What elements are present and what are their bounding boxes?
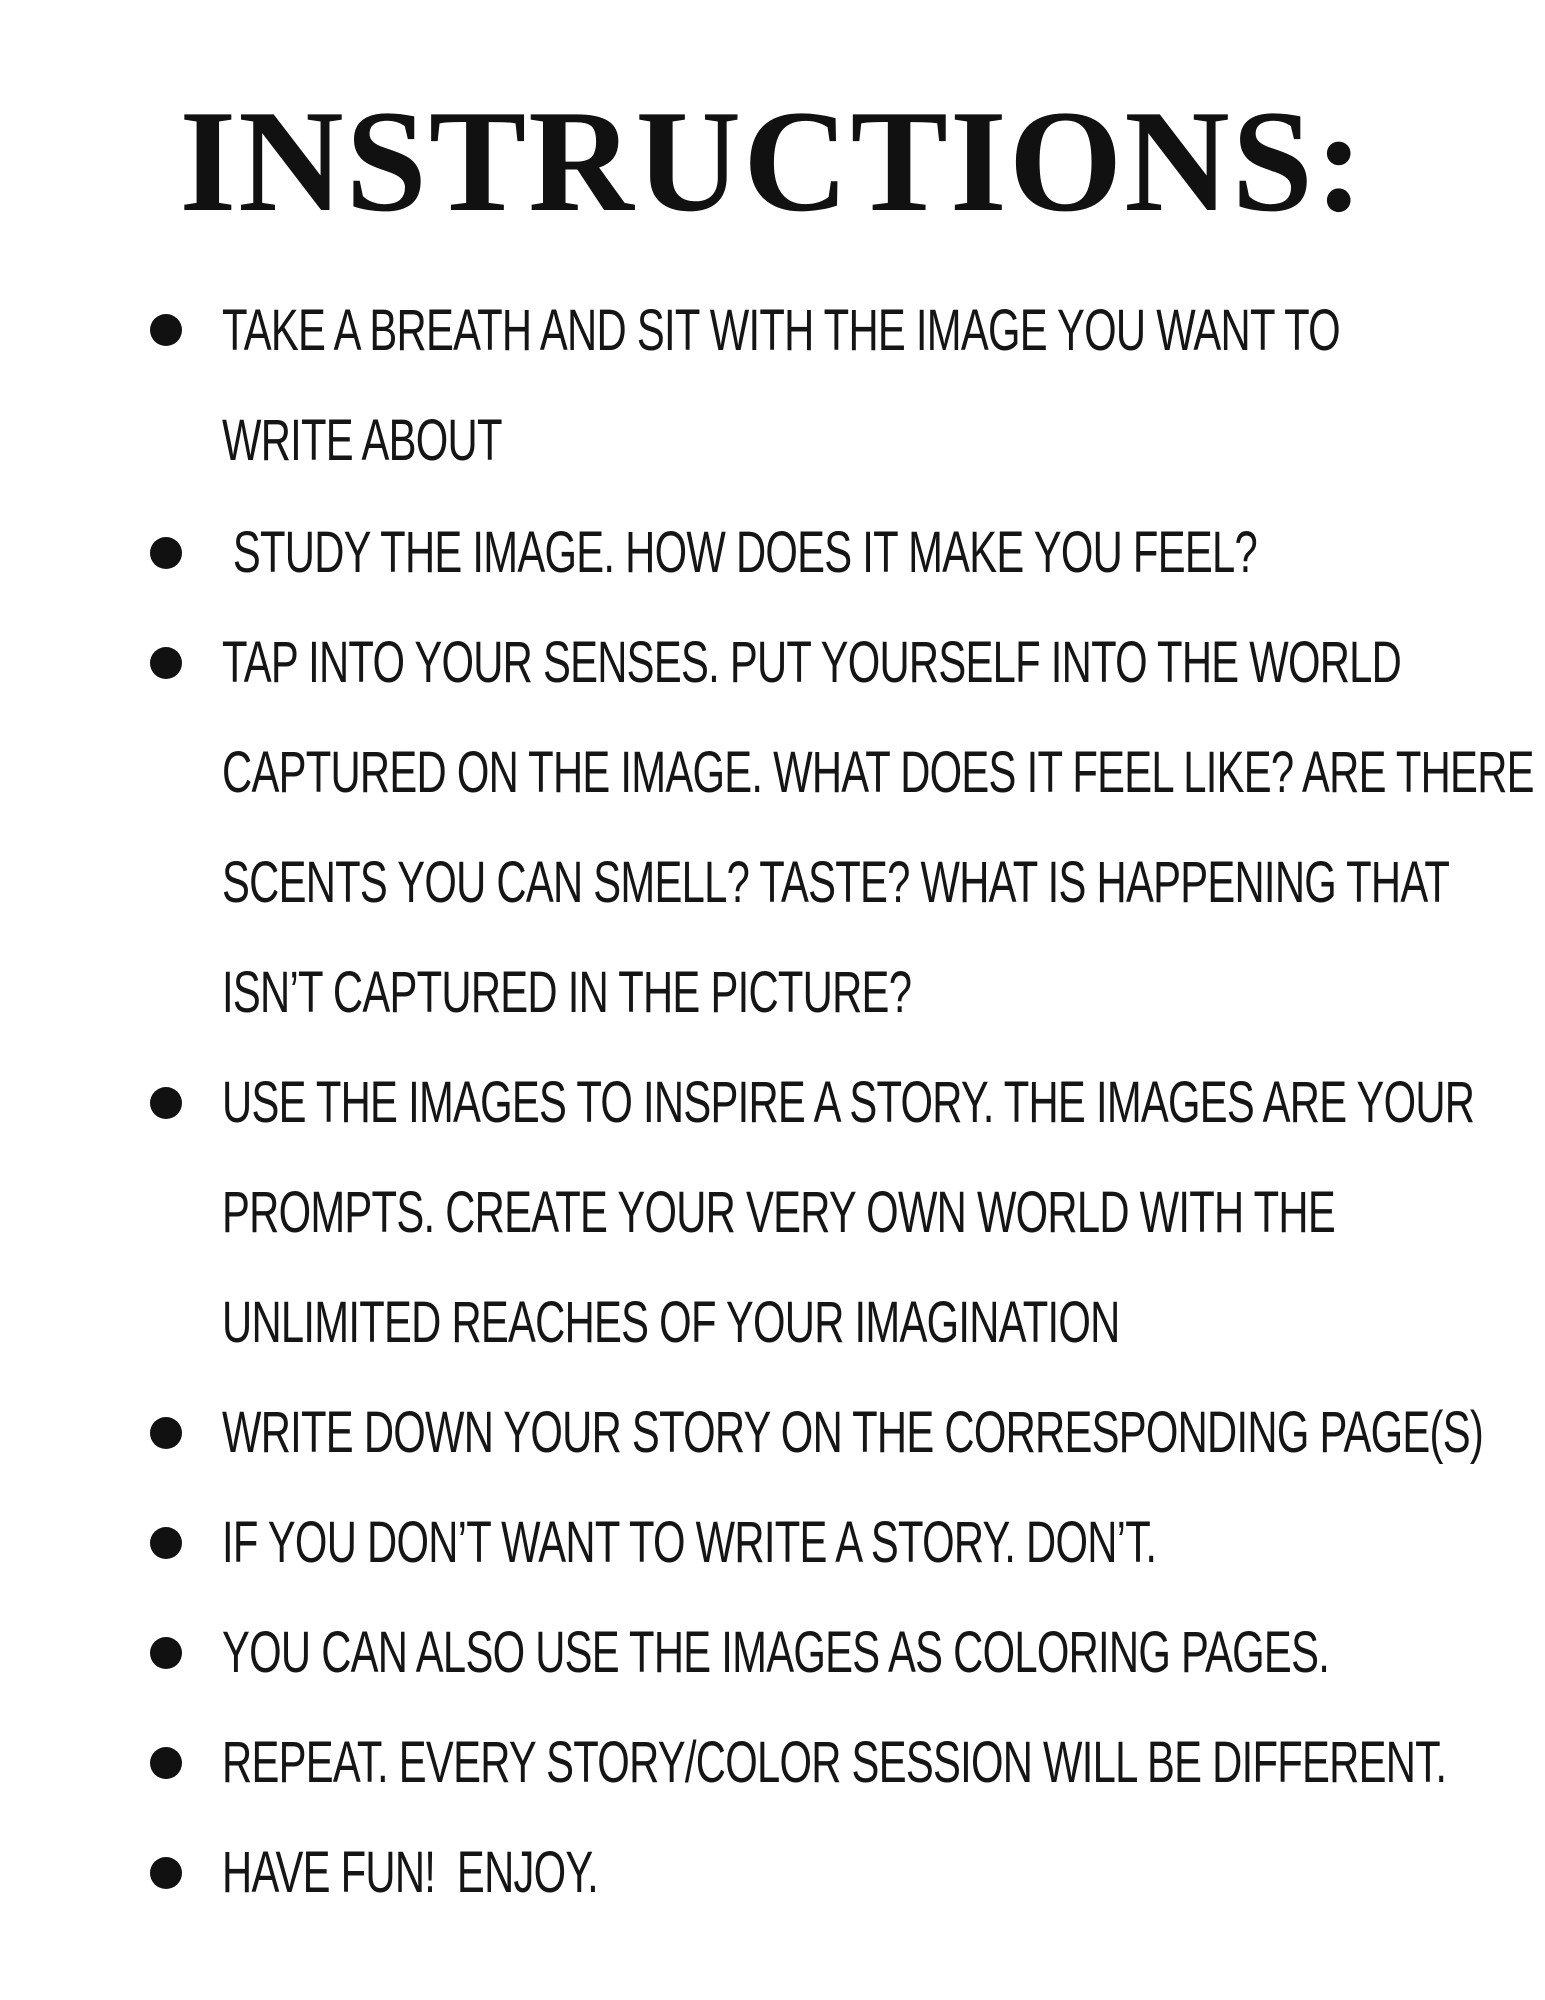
bullet-icon bbox=[150, 1857, 182, 1889]
instruction-line: PROMPTS. CREATE YOUR VERY OWN WORLD WITH THE bbox=[222, 1180, 1335, 1245]
bullet-icon bbox=[150, 1087, 182, 1119]
bullet-icon bbox=[150, 1637, 182, 1669]
bullet-icon bbox=[150, 314, 182, 346]
instruction-item bbox=[222, 276, 1340, 496]
instruction-item bbox=[222, 1818, 1108, 1928]
bullet-icon bbox=[150, 1747, 182, 1779]
instruction-line: YOU CAN ALSO USE THE IMAGES AS COLORING PAGES. bbox=[222, 1620, 1330, 1685]
instruction-line: REPEAT. EVERY STORY/COLOR SESSION WILL BE DIFFERENT. bbox=[222, 1730, 1447, 1795]
bullet-icon bbox=[150, 647, 182, 679]
instruction-line: HAVE FUN! ENJOY. bbox=[222, 1840, 599, 1905]
bullet-icon bbox=[150, 1417, 182, 1449]
instruction-item bbox=[222, 498, 1257, 608]
instruction-line: UNLIMITED REACHES OF YOUR IMAGINATION bbox=[222, 1290, 1120, 1355]
instruction-line: STUDY THE IMAGE. HOW DOES IT MAKE YOU FEEL? bbox=[222, 520, 1257, 585]
bullet-icon bbox=[150, 537, 182, 569]
instruction-item bbox=[222, 608, 1534, 1048]
instruction-item bbox=[222, 1048, 1475, 1378]
page-title: INSTRUCTIONS: bbox=[179, 80, 1366, 242]
instruction-line: USE THE IMAGES TO INSPIRE A STORY. THE IMAGES ARE YOUR bbox=[222, 1070, 1475, 1135]
instruction-item bbox=[222, 1378, 1484, 1488]
instruction-line: WRITE ABOUT bbox=[222, 408, 502, 473]
instruction-line: TAP INTO YOUR SENSES. PUT YOURSELF INTO THE WORLD bbox=[222, 630, 1402, 695]
instruction-line: IF YOU DON’T WANT TO WRITE A STORY. DON’T. bbox=[222, 1510, 1157, 1575]
instruction-line: SCENTS YOU CAN SMELL? TASTE? WHAT IS HAPPENING THAT bbox=[222, 850, 1450, 915]
instruction-item bbox=[222, 1598, 1330, 1708]
instruction-item bbox=[222, 1488, 1157, 1598]
instruction-line: ISN’T CAPTURED IN THE PICTURE? bbox=[222, 960, 912, 1025]
instruction-line: CAPTURED ON THE IMAGE. WHAT DOES IT FEEL LIKE? ARE THERE bbox=[222, 740, 1534, 805]
bullet-icon bbox=[150, 1527, 182, 1559]
instruction-line: WRITE DOWN YOUR STORY ON THE CORRESPONDING PAGE(S) bbox=[222, 1400, 1484, 1465]
instruction-line: TAKE A BREATH AND SIT WITH THE IMAGE YOU WANT TO bbox=[222, 298, 1340, 363]
instruction-item bbox=[222, 1708, 1447, 1818]
